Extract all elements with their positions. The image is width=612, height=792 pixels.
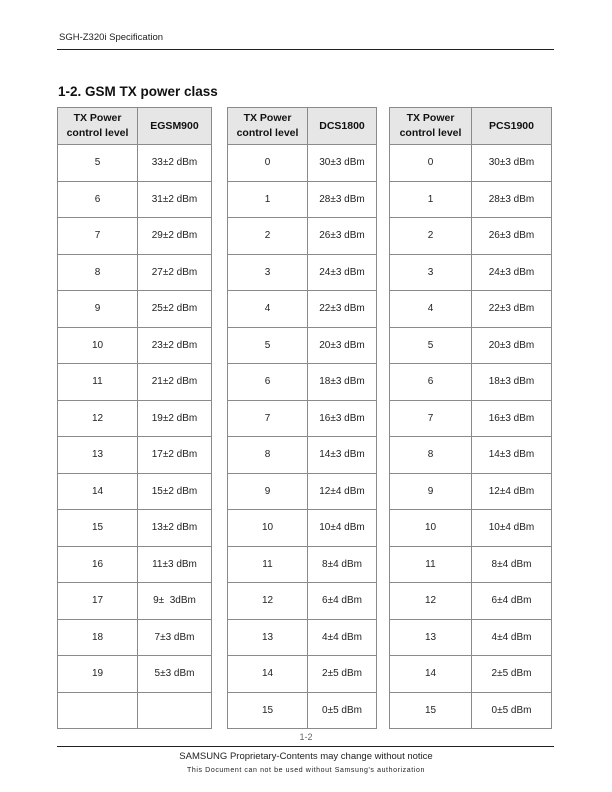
power-level-cell: 12 (228, 583, 308, 620)
output-power-cell: 26±3 dBm (308, 218, 377, 255)
power-level-cell: 13 (58, 437, 138, 474)
power-level-cell: 10 (58, 327, 138, 364)
output-power-cell: 24±3 dBm (472, 254, 552, 291)
power-level-cell: 4 (390, 291, 472, 328)
header-band: PCS1900 (472, 108, 552, 145)
output-power-cell: 16±3 dBm (472, 400, 552, 437)
table-row (228, 437, 377, 474)
table-row (228, 546, 377, 583)
table-row (390, 656, 552, 693)
table-row (390, 254, 552, 291)
output-power-cell: 13±2 dBm (138, 510, 212, 547)
table-row (390, 291, 552, 328)
output-power-cell: 2±5 dBm (308, 656, 377, 693)
output-power-cell: 6±4 dBm (308, 583, 377, 620)
header-band: EGSM900 (138, 108, 212, 145)
power-level-cell: 5 (58, 145, 138, 182)
footer-authorization: This Document can not be used without Samsung's authorization (187, 767, 425, 774)
output-power-cell: 14±3 dBm (472, 437, 552, 474)
table-row (228, 473, 377, 510)
output-power-cell: 11±3 dBm (138, 546, 212, 583)
table-row (58, 546, 212, 583)
power-level-cell: 1 (228, 181, 308, 218)
power-level-cell: 8 (228, 437, 308, 474)
table-row (58, 656, 212, 693)
power-level-cell: 8 (58, 254, 138, 291)
power-level-cell: 1 (390, 181, 472, 218)
table-row (390, 583, 552, 620)
table-row (390, 218, 552, 255)
power-level-cell: 13 (228, 619, 308, 656)
power-level-cell: 0 (228, 145, 308, 182)
output-power-cell: 29±2 dBm (138, 218, 212, 255)
table-row (390, 546, 552, 583)
header-level: TX Power control level (390, 108, 472, 145)
output-power-cell: 12±4 dBm (308, 473, 377, 510)
output-power-cell: 6±4 dBm (472, 583, 552, 620)
table-row (228, 656, 377, 693)
power-level-cell (58, 692, 138, 729)
header-level: TX Power control level (228, 108, 308, 145)
output-power-cell: 23±2 dBm (138, 327, 212, 364)
output-power-cell: 22±3 dBm (472, 291, 552, 328)
output-power-cell: 10±4 dBm (472, 510, 552, 547)
output-power-cell: 18±3 dBm (308, 364, 377, 401)
output-power-cell: 22±3 dBm (308, 291, 377, 328)
output-power-cell: 18±3 dBm (472, 364, 552, 401)
output-power-cell: 30±3 dBm (308, 145, 377, 182)
output-power-cell: 28±3 dBm (472, 181, 552, 218)
power-level-cell: 10 (228, 510, 308, 547)
table-row (58, 437, 212, 474)
power-level-cell: 5 (228, 327, 308, 364)
table-row (390, 473, 552, 510)
table-row (390, 327, 552, 364)
power-level-cell: 9 (58, 291, 138, 328)
egsm900-power-table (57, 107, 212, 729)
output-power-cell: 8±4 dBm (308, 546, 377, 583)
table-row (58, 181, 212, 218)
power-level-cell: 13 (390, 619, 472, 656)
power-level-cell: 14 (228, 656, 308, 693)
table-row (228, 619, 377, 656)
table-row (58, 291, 212, 328)
output-power-cell: 0±5 dBm (308, 692, 377, 729)
power-level-cell: 6 (390, 364, 472, 401)
table-row (390, 437, 552, 474)
footer-divider (57, 746, 554, 747)
power-level-cell: 4 (228, 291, 308, 328)
table-row (390, 619, 552, 656)
table-row (390, 510, 552, 547)
table-row (390, 400, 552, 437)
power-level-cell: 7 (390, 400, 472, 437)
table-row (58, 327, 212, 364)
power-level-cell: 6 (58, 181, 138, 218)
output-power-cell: 14±3 dBm (308, 437, 377, 474)
power-level-cell: 11 (390, 546, 472, 583)
output-power-cell: 25±2 dBm (138, 291, 212, 328)
power-level-cell: 10 (390, 510, 472, 547)
table-row (390, 181, 552, 218)
power-level-cell: 3 (228, 254, 308, 291)
power-level-cell: 19 (58, 656, 138, 693)
power-level-cell: 9 (228, 473, 308, 510)
output-power-cell: 4±4 dBm (308, 619, 377, 656)
output-power-cell: 2±5 dBm (472, 656, 552, 693)
table-row (58, 218, 212, 255)
power-level-cell: 8 (390, 437, 472, 474)
table-row (228, 692, 377, 729)
power-level-cell: 17 (58, 583, 138, 620)
table-row (58, 400, 212, 437)
table-row (58, 473, 212, 510)
power-level-cell: 14 (390, 656, 472, 693)
table-row (228, 364, 377, 401)
table-header-row (228, 108, 377, 145)
output-power-cell: 16±3 dBm (308, 400, 377, 437)
output-power-cell: 20±3 dBm (308, 327, 377, 364)
power-level-cell: 9 (390, 473, 472, 510)
pcs1900-power-table (389, 107, 552, 729)
output-power-cell: 21±2 dBm (138, 364, 212, 401)
power-level-cell: 6 (228, 364, 308, 401)
output-power-cell: 19±2 dBm (138, 400, 212, 437)
power-level-cell: 3 (390, 254, 472, 291)
power-level-cell: 18 (58, 619, 138, 656)
power-level-cell: 2 (228, 218, 308, 255)
output-power-cell: 10±4 dBm (308, 510, 377, 547)
table-row (228, 400, 377, 437)
table-row (390, 692, 552, 729)
output-power-cell: 26±3 dBm (472, 218, 552, 255)
table-header-row (58, 108, 212, 145)
header-band: DCS1800 (308, 108, 377, 145)
power-level-cell: 15 (58, 510, 138, 547)
footer-notice: SAMSUNG Proprietary-Contents may change without notice (179, 751, 433, 762)
power-level-cell: 14 (58, 473, 138, 510)
output-power-cell (138, 692, 212, 729)
header-title: SGH-Z320i Specification (59, 32, 164, 43)
power-level-cell: 15 (390, 692, 472, 729)
table-row (228, 181, 377, 218)
output-power-cell: 0±5 dBm (472, 692, 552, 729)
power-level-cell: 7 (58, 218, 138, 255)
output-power-cell: 4±4 dBm (472, 619, 552, 656)
header-level: TX Power control level (58, 108, 138, 145)
output-power-cell: 5±3 dBm (138, 656, 212, 693)
section-title: 1-2. GSM TX power class (58, 84, 218, 99)
output-power-cell: 20±3 dBm (472, 327, 552, 364)
table-row (228, 510, 377, 547)
power-level-cell: 11 (58, 364, 138, 401)
output-power-cell: 24±3 dBm (308, 254, 377, 291)
table-row (390, 145, 552, 182)
table-row (228, 583, 377, 620)
power-level-cell: 0 (390, 145, 472, 182)
dcs1800-power-table (227, 107, 377, 729)
output-power-cell: 30±3 dBm (472, 145, 552, 182)
power-level-cell: 15 (228, 692, 308, 729)
output-power-cell: 9± 3dBm (138, 583, 212, 620)
output-power-cell: 7±3 dBm (138, 619, 212, 656)
table-row (58, 510, 212, 547)
power-level-cell: 11 (228, 546, 308, 583)
power-level-cell: 5 (390, 327, 472, 364)
output-power-cell: 12±4 dBm (472, 473, 552, 510)
output-power-cell: 17±2 dBm (138, 437, 212, 474)
power-level-cell: 16 (58, 546, 138, 583)
power-level-cell: 12 (58, 400, 138, 437)
output-power-cell: 15±2 dBm (138, 473, 212, 510)
page-number: 1-2 (299, 732, 313, 742)
table-row (228, 254, 377, 291)
table-row (58, 364, 212, 401)
table-row (228, 218, 377, 255)
table-row (58, 254, 212, 291)
table-row (228, 145, 377, 182)
output-power-cell: 27±2 dBm (138, 254, 212, 291)
output-power-cell: 28±3 dBm (308, 181, 377, 218)
power-level-cell: 7 (228, 400, 308, 437)
power-level-cell: 2 (390, 218, 472, 255)
header-divider (57, 49, 554, 50)
table-row (228, 327, 377, 364)
output-power-cell: 31±2 dBm (138, 181, 212, 218)
table-row (58, 145, 212, 182)
table-row (58, 692, 212, 729)
output-power-cell: 33±2 dBm (138, 145, 212, 182)
table-row (390, 364, 552, 401)
table-row (58, 583, 212, 620)
table-row (228, 291, 377, 328)
table-header-row (390, 108, 552, 145)
table-row (58, 619, 212, 656)
output-power-cell: 8±4 dBm (472, 546, 552, 583)
power-level-cell: 12 (390, 583, 472, 620)
